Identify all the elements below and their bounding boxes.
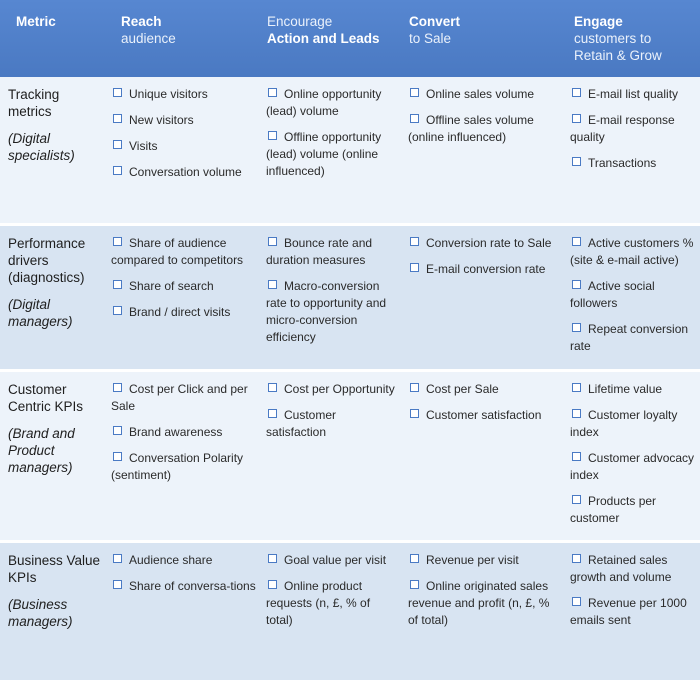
metric-role: (Digital managers) (8, 297, 73, 329)
kpi-item (266, 578, 398, 629)
checkbox-bullet-icon (113, 166, 122, 175)
kpi-item-label: Conversion rate to Sale (426, 236, 552, 250)
header-encourage (260, 0, 402, 77)
kpi-item-label: Online originated sales revenue and profit (n, £, % of total) (408, 579, 550, 627)
kpi-item-label: Revenue per visit (426, 553, 519, 567)
kpi-item (408, 112, 560, 146)
metric-role: (Digital specialists) (8, 131, 75, 163)
metric-role: (Business managers) (8, 597, 73, 629)
kpi-item (408, 578, 560, 629)
metric-cell (0, 226, 105, 369)
checkbox-bullet-icon (268, 280, 277, 289)
checkbox-bullet-icon (268, 383, 277, 392)
engage-cell (564, 226, 700, 369)
header-engage-sub: customers to Retain & Grow (574, 31, 662, 63)
kpi-item (570, 493, 696, 527)
header-reach (105, 0, 260, 77)
kpi-item (111, 424, 256, 441)
kpi-item-label: Online opportunity (lead) volume (266, 87, 382, 118)
checkbox-bullet-icon (268, 580, 277, 589)
checkbox-bullet-icon (572, 88, 581, 97)
checkbox-bullet-icon (410, 383, 419, 392)
kpi-item-label: Cost per Click and per Sale (111, 382, 248, 413)
kpi-item-label: Products per customer (570, 494, 657, 525)
kpi-item-label: Brand / direct visits (129, 305, 231, 319)
encourage-cell (260, 226, 402, 369)
kpi-item (408, 86, 560, 103)
checkbox-bullet-icon (572, 157, 581, 166)
engage-cell (564, 372, 700, 540)
kpi-item-label: Share of audience compared to competitors (111, 236, 244, 267)
kpi-item-label: Bounce rate and duration measures (266, 236, 373, 267)
kpi-item-label: Audience share (129, 553, 213, 567)
kpi-item (408, 381, 560, 398)
header-encourage-title: Encourage (267, 14, 333, 29)
header-metric: Metric (0, 0, 105, 77)
kpi-item (266, 552, 398, 569)
kpi-item (111, 164, 256, 181)
engage-cell (564, 543, 700, 680)
checkbox-bullet-icon (410, 263, 419, 272)
checkbox-bullet-icon (572, 114, 581, 123)
kpi-item-label: Customer satisfaction (426, 408, 542, 422)
checkbox-bullet-icon (268, 237, 277, 246)
engage-cell (564, 77, 700, 223)
kpi-item-label: Offline opportunity (lead) volume (online influenced) (266, 130, 382, 178)
header-reach-title: Reach (121, 14, 162, 29)
metric-row (0, 226, 700, 369)
metric-row (0, 372, 700, 540)
kpi-item-label: Lifetime value (588, 382, 663, 396)
kpi-item-label: Customer satisfaction (266, 408, 337, 439)
kpi-item (570, 278, 696, 312)
checkbox-bullet-icon (410, 580, 419, 589)
checkbox-bullet-icon (113, 383, 122, 392)
checkbox-bullet-icon (113, 580, 122, 589)
kpi-item-label: Customer advocacy index (570, 451, 695, 482)
header-reach-sub: audience (121, 31, 176, 46)
metric-name: Business Value KPIs (8, 553, 101, 585)
kpi-item (266, 278, 398, 346)
kpi-item-label: Revenue per 1000 emails sent (570, 596, 687, 627)
checkbox-bullet-icon (113, 88, 122, 97)
kpi-item-label: Retained sales growth and volume (570, 553, 672, 584)
convert-cell (402, 226, 564, 369)
checkbox-bullet-icon (410, 554, 419, 563)
kpi-item-label: Share of search (129, 279, 214, 293)
metric-row (0, 77, 700, 223)
checkbox-bullet-icon (113, 452, 122, 461)
kpi-item (266, 381, 398, 398)
checkbox-bullet-icon (572, 409, 581, 418)
kpi-item-label: Conversation volume (129, 165, 242, 179)
kpi-item (111, 304, 256, 321)
header-encourage-sub: Action and Leads (267, 31, 380, 46)
kpi-item (111, 578, 256, 595)
checkbox-bullet-icon (113, 426, 122, 435)
checkbox-bullet-icon (268, 131, 277, 140)
kpi-item-label: Brand awareness (129, 425, 223, 439)
kpi-item (570, 321, 696, 355)
kpi-item-label: Online sales volume (426, 87, 535, 101)
checkbox-bullet-icon (572, 323, 581, 332)
kpi-item (570, 155, 696, 172)
metric-cell (0, 372, 105, 540)
kpi-item-label: Cost per Opportunity (284, 382, 395, 396)
checkbox-bullet-icon (410, 88, 419, 97)
convert-cell (402, 372, 564, 540)
metric-row (0, 543, 700, 680)
header-row (0, 0, 700, 77)
checkbox-bullet-icon (268, 409, 277, 418)
encourage-cell (260, 372, 402, 540)
kpi-item-label: Share of conversa-tions (129, 579, 256, 593)
kpi-item (408, 261, 560, 278)
reach-cell (105, 372, 260, 540)
header-engage (564, 0, 700, 77)
checkbox-bullet-icon (572, 383, 581, 392)
kpi-item (266, 86, 398, 120)
kpi-item (111, 235, 256, 269)
reach-cell (105, 77, 260, 223)
kpi-item (266, 129, 398, 180)
checkbox-bullet-icon (113, 280, 122, 289)
encourage-cell (260, 77, 402, 223)
kpi-item (111, 278, 256, 295)
kpi-item-label: Visits (129, 139, 158, 153)
kpi-item-label: Offline sales volume (online influenced) (408, 113, 534, 144)
kpi-item (111, 112, 256, 129)
checkbox-bullet-icon (113, 237, 122, 246)
checkbox-bullet-icon (113, 306, 122, 315)
kpi-item (408, 552, 560, 569)
kpi-item (570, 407, 696, 441)
kpi-item-label: New visitors (129, 113, 194, 127)
kpi-item-label: Conversation Polarity (sentiment) (111, 451, 244, 482)
header-convert (402, 0, 564, 77)
kpi-item (570, 595, 696, 629)
metric-name: Performance drivers (diagnostics) (8, 236, 86, 285)
checkbox-bullet-icon (572, 452, 581, 461)
kpi-item (570, 552, 696, 586)
kpi-item-label: Online product requests (n, £, % of total) (266, 579, 371, 627)
kpi-item (570, 86, 696, 103)
kpi-item (111, 450, 256, 484)
kpi-item-label: Macro-conversion rate to opportunity and micro-conversion efficiency (266, 279, 387, 344)
kpi-item (111, 552, 256, 569)
checkbox-bullet-icon (410, 409, 419, 418)
kpi-item-label: E-mail conversion rate (426, 262, 546, 276)
kpi-item (266, 235, 398, 269)
kpi-item (570, 450, 696, 484)
metric-role: (Brand and Product managers) (8, 426, 75, 475)
metric-cell (0, 77, 105, 223)
kpi-item (570, 381, 696, 398)
checkbox-bullet-icon (113, 140, 122, 149)
kpi-item (111, 86, 256, 103)
header-convert-title: Convert (409, 14, 461, 29)
checkbox-bullet-icon (410, 114, 419, 123)
reach-cell (105, 543, 260, 680)
header-convert-sub: to Sale (409, 31, 452, 46)
convert-cell (402, 543, 564, 680)
kpi-item-label: Unique visitors (129, 87, 208, 101)
kpi-item-label: Repeat conversion rate (570, 322, 689, 353)
checkbox-bullet-icon (572, 237, 581, 246)
convert-cell (402, 77, 564, 223)
kpi-item-label: Transactions (588, 156, 657, 170)
kpi-item-label: Goal value per visit (284, 553, 387, 567)
checkbox-bullet-icon (268, 554, 277, 563)
kpi-item-label: Cost per Sale (426, 382, 499, 396)
checkbox-bullet-icon (572, 554, 581, 563)
reach-cell (105, 226, 260, 369)
kpi-item-label: Active customers % (site & e-mail active) (570, 236, 694, 267)
kpi-item-label: Active social followers (570, 279, 655, 310)
metric-name: Tracking metrics (8, 87, 60, 119)
checkbox-bullet-icon (113, 114, 122, 123)
metric-name: Customer Centric KPIs (8, 382, 84, 414)
kpi-item-label: Customer loyalty index (570, 408, 678, 439)
checkbox-bullet-icon (572, 495, 581, 504)
kpi-item (570, 235, 696, 269)
kpi-item (111, 138, 256, 155)
checkbox-bullet-icon (572, 597, 581, 606)
checkbox-bullet-icon (268, 88, 277, 97)
kpi-item-label: E-mail response quality (570, 113, 675, 144)
checkbox-bullet-icon (410, 237, 419, 246)
metric-cell (0, 543, 105, 680)
kpi-item-label: E-mail list quality (588, 87, 679, 101)
checkbox-bullet-icon (572, 280, 581, 289)
kpi-item (408, 407, 560, 424)
checkbox-bullet-icon (113, 554, 122, 563)
kpi-item (570, 112, 696, 146)
kpi-item (266, 407, 398, 441)
encourage-cell (260, 543, 402, 680)
kpi-item (408, 235, 560, 252)
header-engage-title: Engage (574, 14, 623, 29)
kpi-item (111, 381, 256, 415)
